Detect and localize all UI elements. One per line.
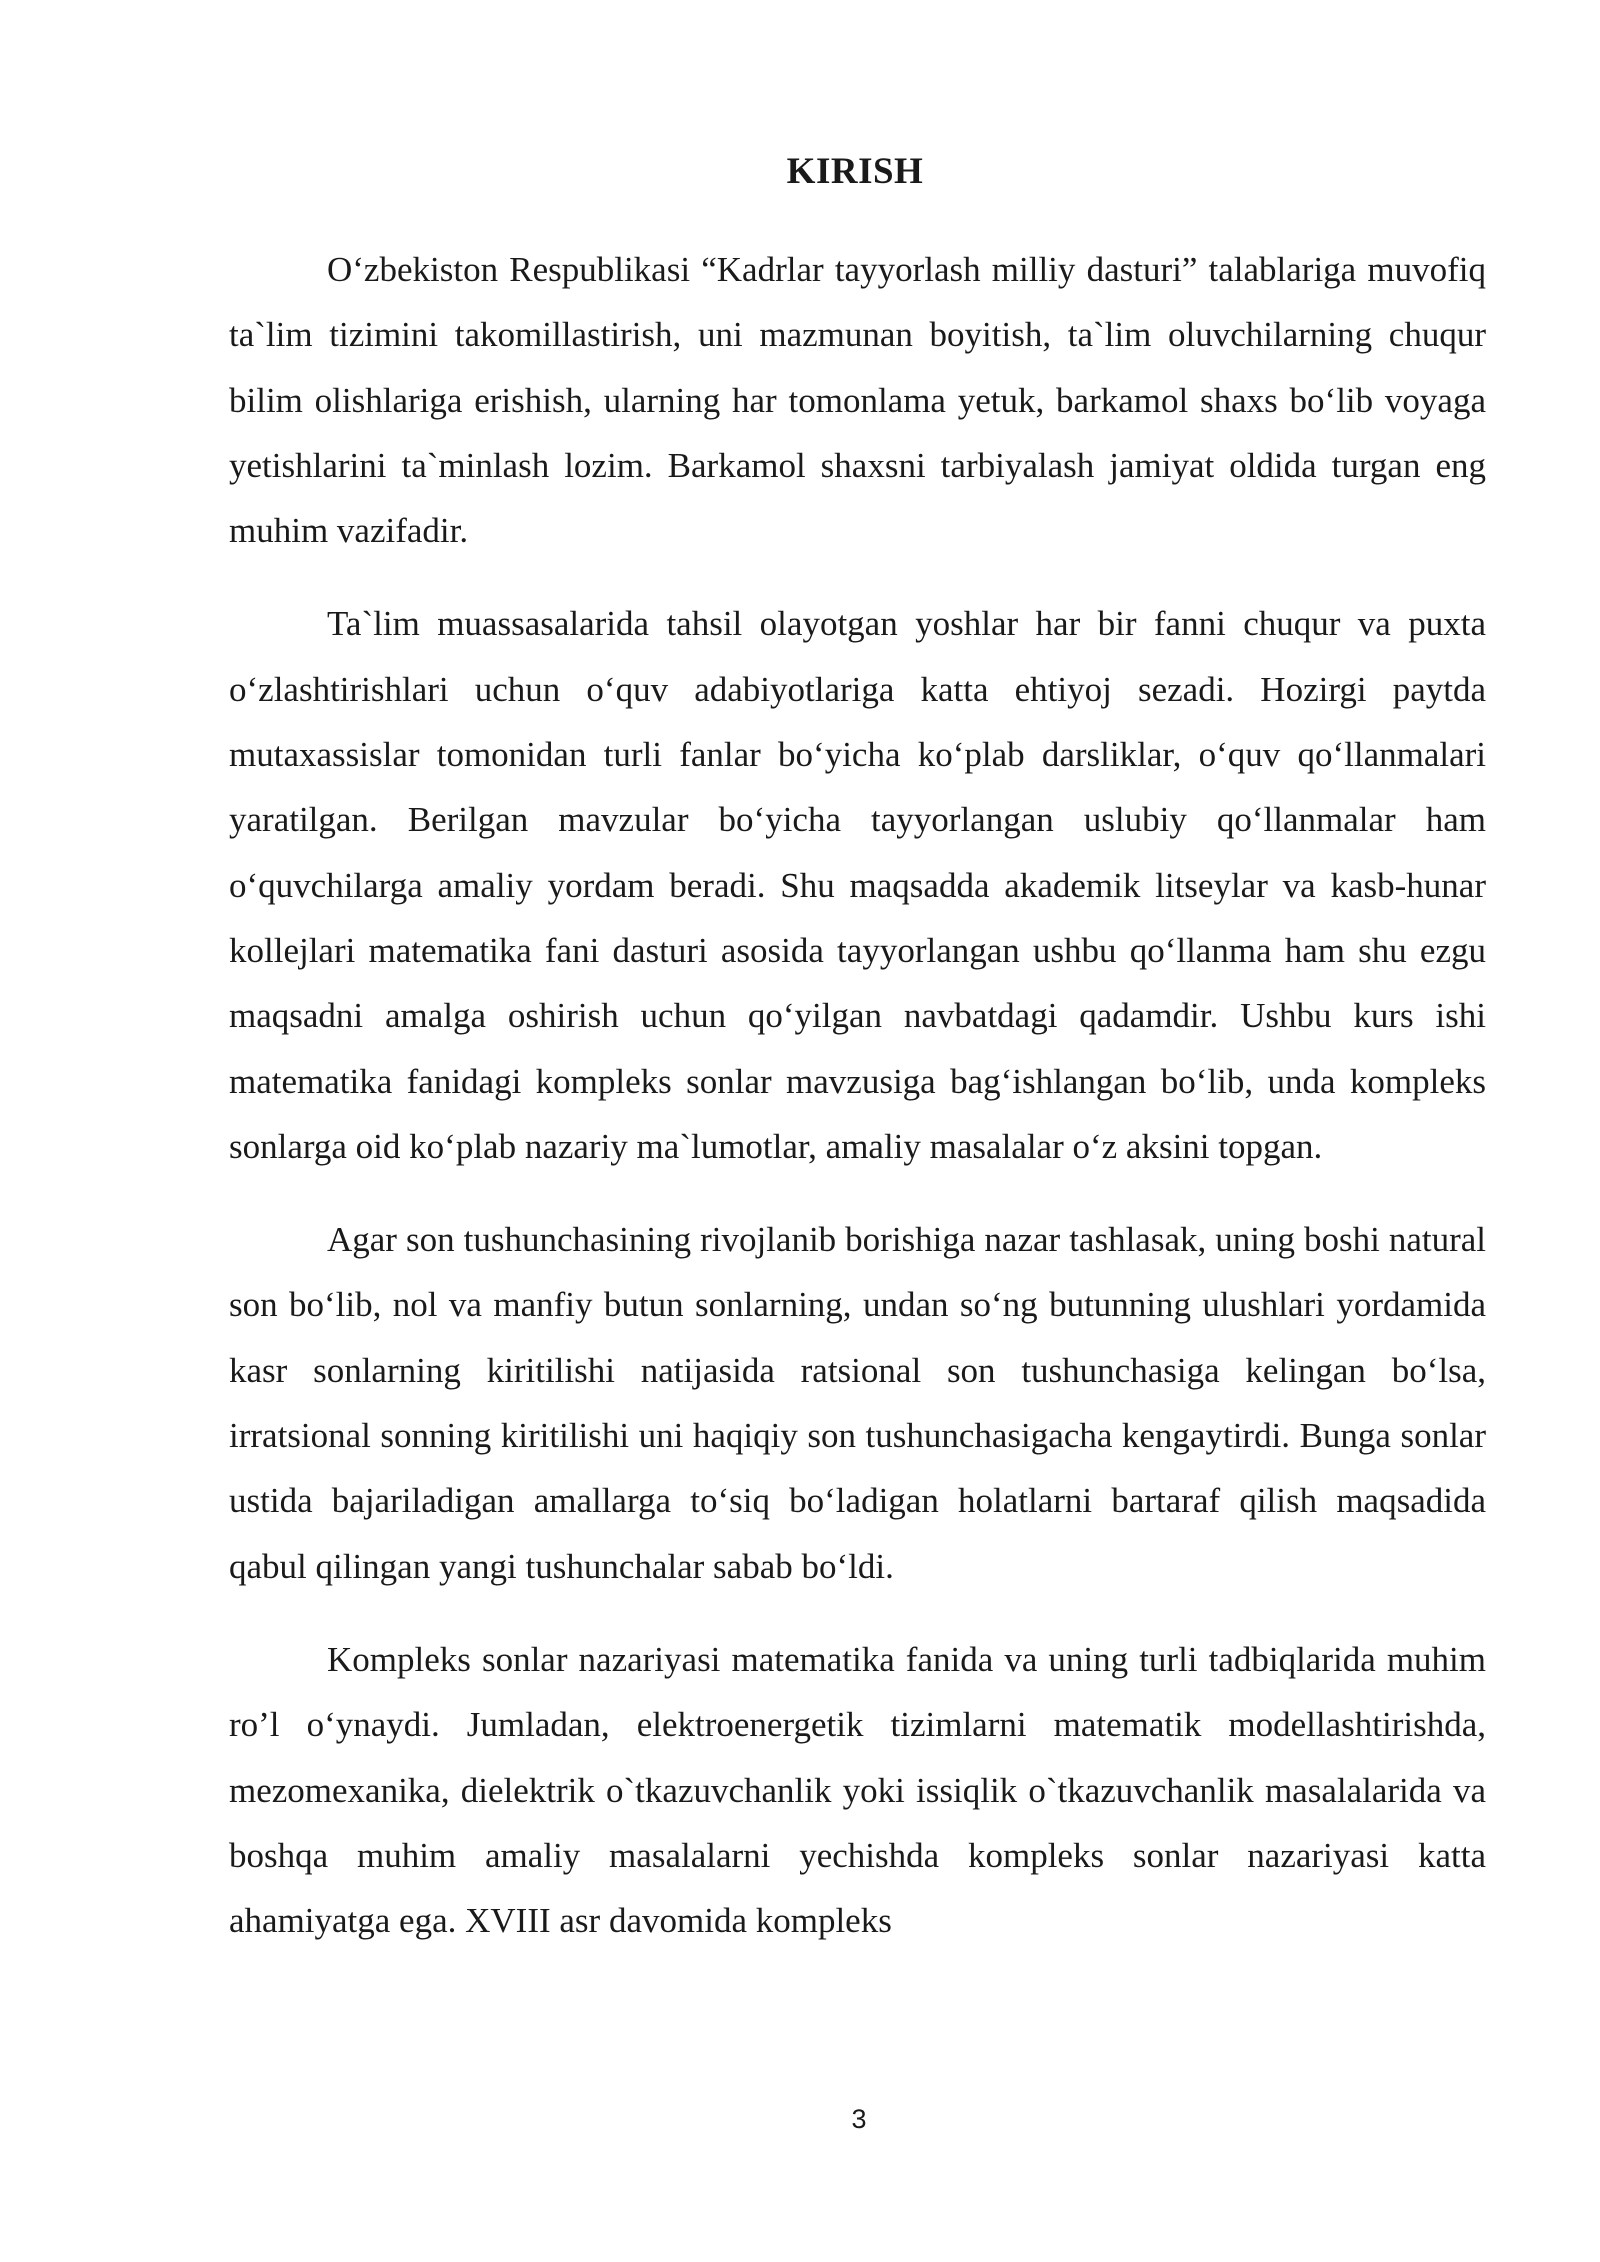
page-number: 3 bbox=[851, 2104, 867, 2134]
body-text bbox=[229, 237, 1486, 1981]
paragraph-3: Agar son tushunchasining rivojlanib borishiga nazar tashlasak, uning boshi natural son bo‘lib, nol va manfiy butun sonlarning, undan so‘ng butunning ulushlari yordamida kasr sonlarning kiritilishi natijasida ratsional son tushunchasiga kelingan bo‘lsa, irratsional sonning kiritilishi uni haqiqiy son tushunchasigacha kengaytirdi. Bunga sonlar ustida bajariladigan amallarga to‘siq bo‘ladigan holatlarni bartaraf qilish maqsadida qabul qilingan yangi tushunchalar sabab bo‘ldi. bbox=[229, 1220, 1486, 1586]
section-title: KIRISH bbox=[786, 151, 924, 192]
paragraph-1: O‘zbekiston Respublikasi “Kadrlar tayyorlash milliy dasturi” talablariga muvofiq ta`lim tizimini takomillastirish, uni mazmunan boyitish, ta`lim oluvchilarning chuqur bilim olishlariga erishish, ularning har tomonlama yetuk, barkamol shaxs bo‘lib voyaga yetishlarini ta`minlash lozim. Barkamol shaxsni tarbiyalash jamiyat oldida turgan eng muhim vazifadir. bbox=[229, 250, 1486, 551]
paragraph-4: Kompleks sonlar nazariyasi matematika fanida va uning turli tadbiqlarida muhim ro’l o‘ynaydi. Jumladan, elektroenergetik tizimlarni matematik modellashtirishda, mezomexanika, dielektrik o`tkazuvchanlik yoki issiqlik o`tkazuvchanlik masalalarida va boshqa muhim amaliy masalalarni yechishda kompleks sonlar nazariyasi katta ahamiyatga ega. XVIII asr davomida kompleks bbox=[229, 1639, 1486, 1941]
paragraph-2: Ta`lim muassasalarida tahsil olayotgan yoshlar har bir fanni chuqur va puxta o‘zlashtirishlari uchun o‘quv adabiyotlariga katta ehtiyoj sezadi. Hozirgi paytda mutaxassislar tomonidan turli fanlar bo‘yicha ko‘plab darsliklar, o‘quv qo‘llanmalari yaratilgan. Berilgan mavzular bo‘yicha tayyorlangan uslubiy qo‘llanmalar ham o‘quvchilarga amaliy yordam beradi. Shu maqsadda akademik litseylar va kasb-hunar kollejlari matematika fani dasturi asosida tayyorlangan ushbu qo‘llanma ham shu ezgu maqsadni amalga oshirish uchun qo‘yilgan navbatdagi qadamdir. Ushbu kurs ishi matematika fanidagi kompleks sonlar mavzusiga bag‘ishlangan bo‘lib, unda kompleks sonlarga oid ko‘plab nazariy ma`lumotlar, amaliy masalalar o‘z aksini topgan. bbox=[229, 604, 1486, 1166]
